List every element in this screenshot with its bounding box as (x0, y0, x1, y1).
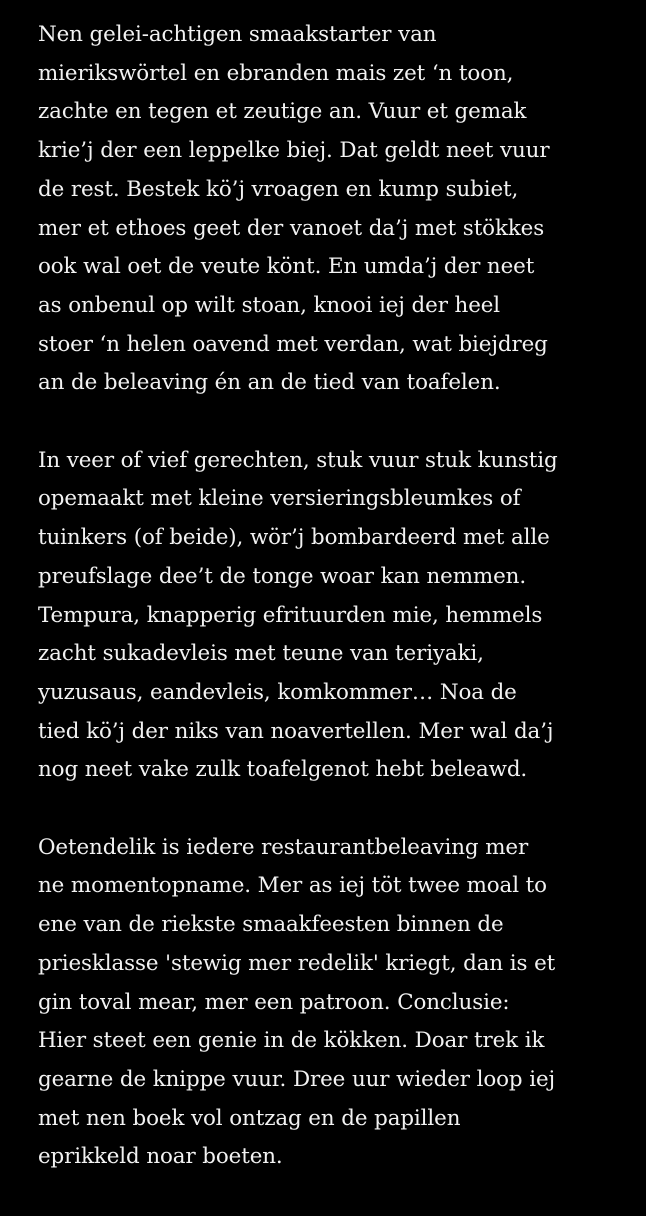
text-line: krie’j der een leppelke biej. Dat geldt neet vuur (38, 138, 550, 164)
text-line: zacht sukadevleis met teune van teriyaki, (38, 641, 484, 667)
text-line: tuinkers (of beide), wör’j bombardeerd met alle (38, 525, 550, 551)
text-line: Oetendelik is iedere restaurantbeleaving mer (38, 834, 529, 860)
text-line: de rest. Bestek kö’j vroagen en kump subiet, (38, 176, 519, 202)
text-line: ne momentopname. Mer as iej töt twee moal to (38, 873, 547, 899)
text-line: opemaakt met kleine versieringsbleumkes of (38, 486, 521, 512)
text-line: met nen boek vol ontzag en de papillen (38, 1105, 461, 1131)
text-line: In veer of vief gerechten, stuk vuur stuk kunstig (38, 447, 558, 473)
text-line: Hier steet een genie in de kökken. Doar trek ik (38, 1028, 545, 1054)
text-line: Tempura, knapperig efrituurden mie, hemmels (38, 602, 543, 628)
text-line: eprikkeld noar boeten. (38, 1144, 283, 1170)
paragraph-3 (38, 829, 613, 1177)
text-line: priesklasse 'stewig mer redelik' kriegt, dan is et (38, 950, 556, 976)
text-line: preufslage dee’t de tonge woar kan nemmen. (38, 563, 527, 589)
text-line: tied kö’j der niks van noavertellen. Mer wal da’j (38, 718, 554, 744)
paragraph-2 (38, 442, 613, 790)
text-line: nog neet vake zulk toafelgenot hebt beleawd. (38, 757, 528, 783)
text-line: yuzusaus, eandevleis, komkommer… Noa de (38, 679, 517, 705)
paragraph-1 (38, 16, 613, 403)
article-body (38, 16, 613, 1216)
text-line: Nen gelei-achtigen smaakstarter van (38, 22, 437, 47)
text-line: gearne de knippe vuur. Dree uur wieder loop iej (38, 1066, 556, 1092)
text-line: an de beleaving én an de tied van toafelen. (38, 370, 501, 396)
text-line: ene van de riekste smaakfeesten binnen de (38, 912, 504, 938)
text-line: stoer ‘n helen oavend met verdan, wat biejdreg (38, 331, 548, 357)
text-line: as onbenul op wilt stoan, knooi iej der heel (38, 292, 501, 318)
text-line: gin toval mear, mer een patroon. Conclusie: (38, 989, 510, 1015)
text-line: zachte en tegen et zeutige an. Vuur et gemak (38, 99, 527, 125)
text-line: ook wal oet de veute könt. En umda’j der neet (38, 254, 535, 280)
text-line: mer et ethoes geet der vanoet da’j met stökkes (38, 215, 545, 241)
text-line: mierikswörtel en ebranden mais zet ‘n toon, (38, 60, 514, 86)
